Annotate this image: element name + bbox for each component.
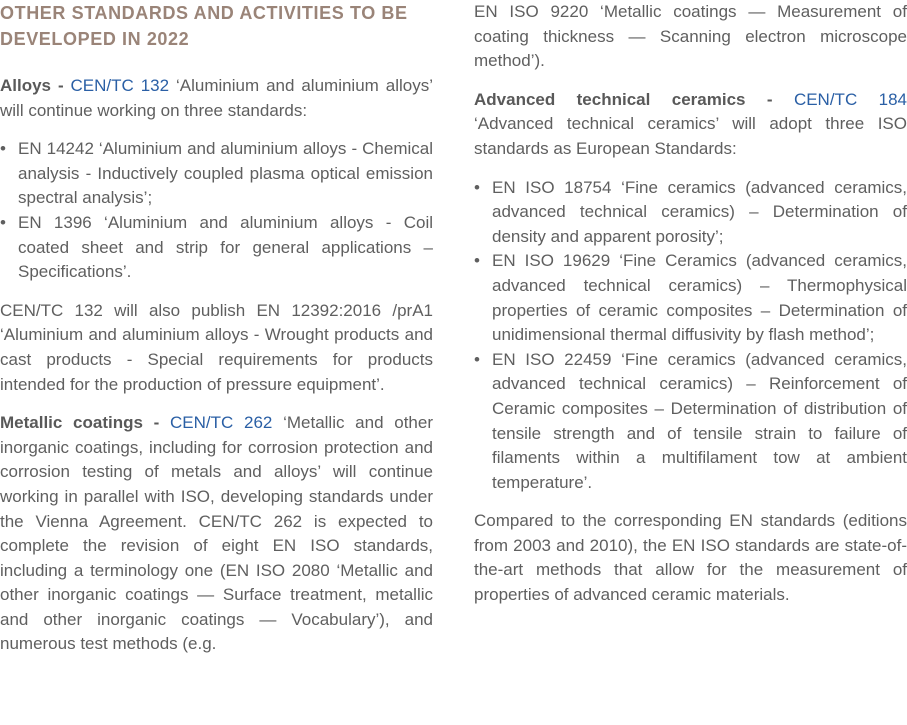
right-column xyxy=(474,0,907,622)
metallic-paragraph xyxy=(0,411,433,657)
cen-tc-184-link[interactable]: CEN/TC 184 xyxy=(793,89,907,109)
section-heading: OTHER STANDARDS AND ACTIVITIES TO BE DEVELOPED IN 2022 xyxy=(0,3,408,49)
list-item: • EN 14242 ‘Aluminium and aluminium alloys - Chemical analysis - Inductively coupled plasma optical emission spectral analysis’; xyxy=(0,137,433,211)
cen-tc-262-link[interactable]: CEN/TC 262 xyxy=(170,413,273,433)
ceramics-followup: Compared to the corresponding EN standards (editions from 2003 and 2010), the EN ISO standards are state-of-the-art methods that allow for the measurement of properties of advanced ceramic materials. xyxy=(474,511,907,605)
ceramics-text: ‘Advanced technical ceramics’ will adopt three ISO standards as European Standards: xyxy=(474,114,907,158)
alloys-followup: CEN/TC 132 will also publish EN 12392:2016 /prA1 ‘Aluminium and aluminium alloys - Wrought products and cast products - Special requirements for products intended for the production of pressure equipment’. xyxy=(0,300,433,394)
ceramics-label: Advanced technical ceramics - xyxy=(474,89,794,109)
ceramics-list xyxy=(474,176,907,496)
metallic-text: ‘Metallic and other inorganic coatings, including for corrosion protection and corrosion testing of metals and alloys’ will continue working in parallel with ISO, developing standards under the Vienna Agreement. CEN/TC 262 is expected to complete the revision of eight EN ISO standards, including a terminology one (EN ISO 2080 ‘Metallic and other inorganic coatings — Surface treatment, metallic and other inorganic coatings — Vocabulary’), and numerous test methods (e.g. xyxy=(0,413,433,654)
list-item: • EN ISO 18754 ‘Fine ceramics (advanced ceramics, advanced technical ceramics) – Determination of density and apparent porosity’; xyxy=(474,176,907,250)
list-item: • EN ISO 22459 ‘Fine ceramics (advanced ceramics, advanced technical ceramics) – Reinforcement of Ceramic composites – Determination of distribution of tensile strength and of tensile strain to failure of filaments within a multifilament tow at ambient temperature’. xyxy=(474,348,907,496)
metallic-label: Metallic coatings - xyxy=(0,413,171,433)
list-item: • EN ISO 19629 ‘Fine Ceramics (advanced ceramics, advanced technical ceramics) – Thermophysical properties of ceramic composites – Determination of unidimensional thermal diffusivity by flash method’; xyxy=(474,249,907,347)
list-item: • EN 1396 ‘Aluminium and aluminium alloys - Coil coated sheet and strip for general applications – Specifications’. xyxy=(0,211,433,285)
ceramics-paragraph xyxy=(474,88,907,162)
alloys-label: Alloys - xyxy=(0,76,71,95)
alloys-text: ‘Aluminium and aluminium alloys’ will continue working on three standards: xyxy=(0,76,433,120)
cen-tc-132-link[interactable]: CEN/TC 132 xyxy=(70,76,170,95)
alloys-list xyxy=(0,137,433,285)
alloys-paragraph xyxy=(0,74,433,123)
metallic-continued: EN ISO 9220 ‘Metallic coatings — Measurement of coating thickness — Scanning electron microscope method’). xyxy=(474,2,907,71)
left-column xyxy=(0,0,433,671)
